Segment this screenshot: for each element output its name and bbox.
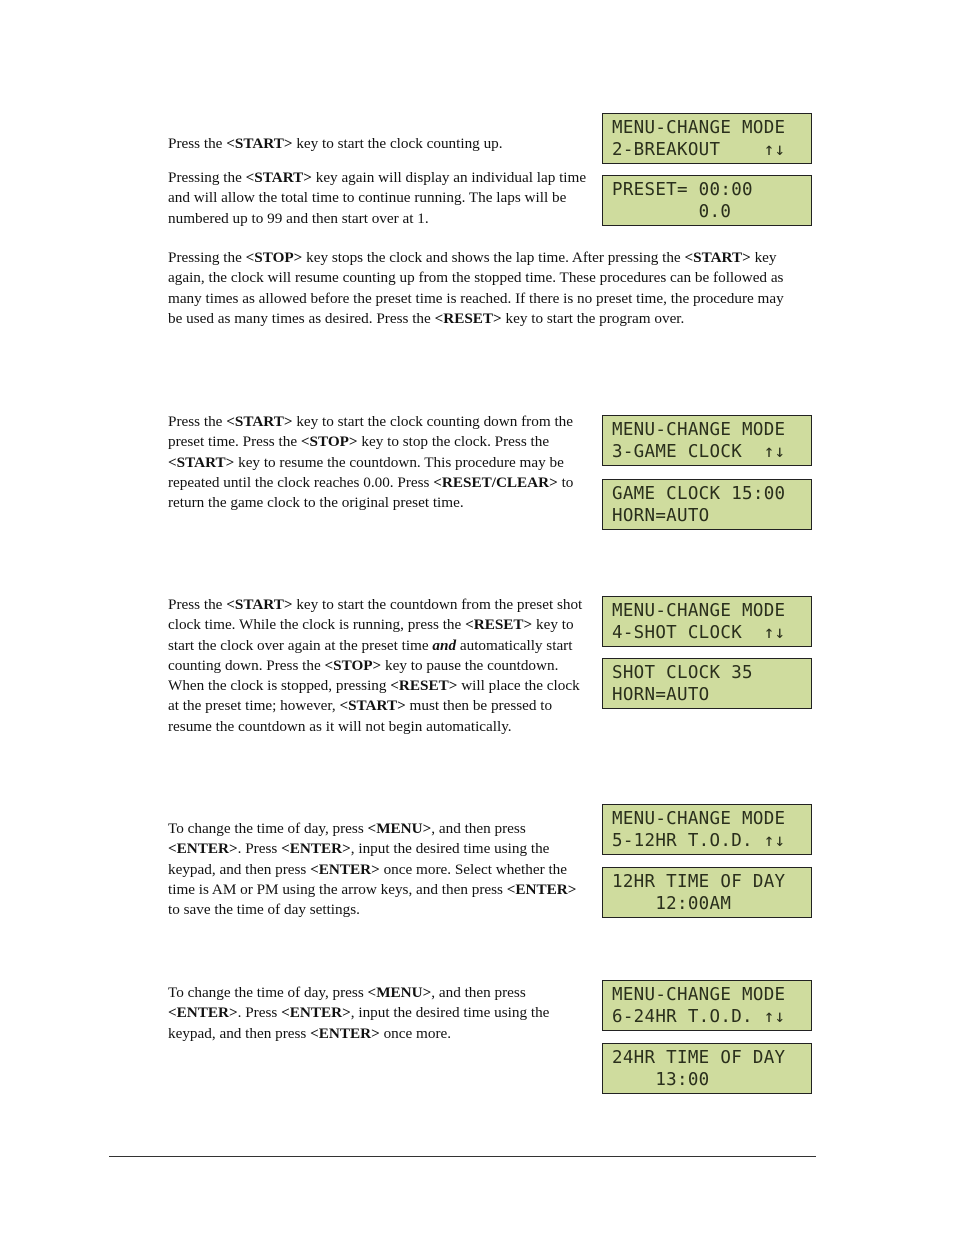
lcd-shot-clock-setting [602, 658, 812, 709]
key-name: <START> [226, 413, 293, 430]
lcd-line: 5-12HR T.O.D. ↑↓ [612, 831, 786, 851]
key-name: <MENU> [367, 820, 432, 837]
key-name: <RESET> [390, 677, 458, 695]
key-name: <START> [226, 596, 293, 613]
lcd-line: MENU-CHANGE MODE [612, 118, 786, 138]
emphasis: and [432, 636, 457, 654]
lcd-line: MENU-CHANGE MODE [612, 601, 786, 621]
key-name: <ENTER> [281, 840, 351, 858]
breakout-para-1: Press the <START> key to start the clock counting up. [168, 135, 503, 152]
lcd-12hr-tod-setting [602, 867, 812, 918]
breakout-para-3: Pressing the <STOP> key stops the clock and shows the lap time. After pressing the <START> key again, the clock will resume counting up from the stopped time. These procedures can be followed as many times as allowed before the preset time is reached. If there is no preset time, the procedure may be used as many times as desired. Press the <RESET> key to start the program over. [168, 249, 784, 327]
tod-24-para: To change the time of day, press <MENU>, and then press <ENTER>. Press <ENTER>, input the desired time using the keypad, and then press <ENTER> once more. [168, 984, 550, 1042]
lcd-line: PRESET= 00:00 [612, 180, 753, 200]
lcd-menu-12hr-tod [602, 804, 812, 855]
key-name: <ENTER> [168, 1004, 238, 1022]
key-name: <START> [245, 169, 312, 186]
lcd-line: 2-BREAKOUT ↑↓ [612, 140, 786, 160]
lcd-line: MENU-CHANGE MODE [612, 809, 786, 829]
lcd-line: 4-SHOT CLOCK ↑↓ [612, 623, 786, 643]
lcd-line: HORN=AUTO [612, 506, 710, 526]
key-name: <START> [339, 697, 406, 715]
key-name: <START> [226, 135, 293, 152]
key-name: <RESET/CLEAR> [433, 473, 558, 491]
shot-clock-para: Press the <START> key to start the countdown from the preset shot clock time. While the clock is running, press the <RESET> key to start the clock over again at the preset time and automatically start counting down. Press the <STOP> key to pause the countdown. When the clock is stopped, pressing <RESET> will place the clock at the preset time; however, <START> must then be pressed to resume the countdown as it will not begin automatically. [168, 596, 583, 735]
lcd-line: 13:00 [612, 1070, 710, 1090]
key-name: <START> [168, 453, 235, 471]
lcd-line: 24HR TIME OF DAY [612, 1048, 786, 1068]
lcd-game-clock-setting [602, 479, 812, 530]
lcd-menu-shot-clock [602, 596, 812, 647]
key-name: <STOP> [245, 249, 303, 266]
key-name: <ENTER> [310, 860, 380, 878]
lcd-menu-24hr-tod [602, 980, 812, 1031]
lcd-line: GAME CLOCK 15:00 [612, 484, 786, 504]
key-name: <STOP> [300, 433, 358, 451]
lcd-menu-breakout [602, 113, 812, 164]
breakout-para-2: Pressing the <START> key again will display an individual lap time and will allow the total time to continue running. The laps will be numbered up to 99 and then start over at 1. [168, 169, 587, 227]
key-name: <STOP> [324, 656, 382, 674]
key-name: <START> [684, 249, 751, 266]
lcd-line: 12:00AM [612, 894, 732, 914]
tod-12-para: To change the time of day, press <MENU>, and then press <ENTER>. Press <ENTER>, input the desired time using the keypad, and then press <ENTER> once more. Select whether the time is AM or PM using the arrow keys, and then press <ENTER> to save the time of day settings. [168, 820, 577, 919]
lcd-line: 3-GAME CLOCK ↑↓ [612, 442, 786, 462]
lcd-line: SHOT CLOCK 35 [612, 663, 753, 683]
lcd-line: 12HR TIME OF DAY [612, 872, 786, 892]
key-name: <RESET> [465, 616, 533, 634]
game-clock-para: Press the <START> key to start the clock counting down from the preset time. Press the <STOP> key to stop the clock. Press the <START> key to resume the countdown. This procedure may be repeated until the clock reaches 0.00. Press <RESET/CLEAR> to return the game clock to the original preset time. [168, 413, 574, 512]
key-name: <ENTER> [168, 840, 238, 858]
lcd-line: HORN=AUTO [612, 685, 710, 705]
key-name: <ENTER> [281, 1004, 351, 1022]
lcd-line: 6-24HR T.O.D. ↑↓ [612, 1007, 786, 1027]
key-name: <MENU> [367, 984, 432, 1001]
lcd-preset [602, 175, 812, 226]
footer-divider [109, 1156, 816, 1157]
lcd-line: MENU-CHANGE MODE [612, 985, 786, 1005]
lcd-24hr-tod-setting [602, 1043, 812, 1094]
lcd-line: MENU-CHANGE MODE [612, 420, 786, 440]
lcd-menu-game-clock [602, 415, 812, 466]
key-name: <ENTER> [310, 1024, 380, 1042]
key-name: <ENTER> [506, 880, 577, 898]
key-name: <RESET> [434, 309, 502, 327]
lcd-line: 0.0 [612, 202, 732, 222]
